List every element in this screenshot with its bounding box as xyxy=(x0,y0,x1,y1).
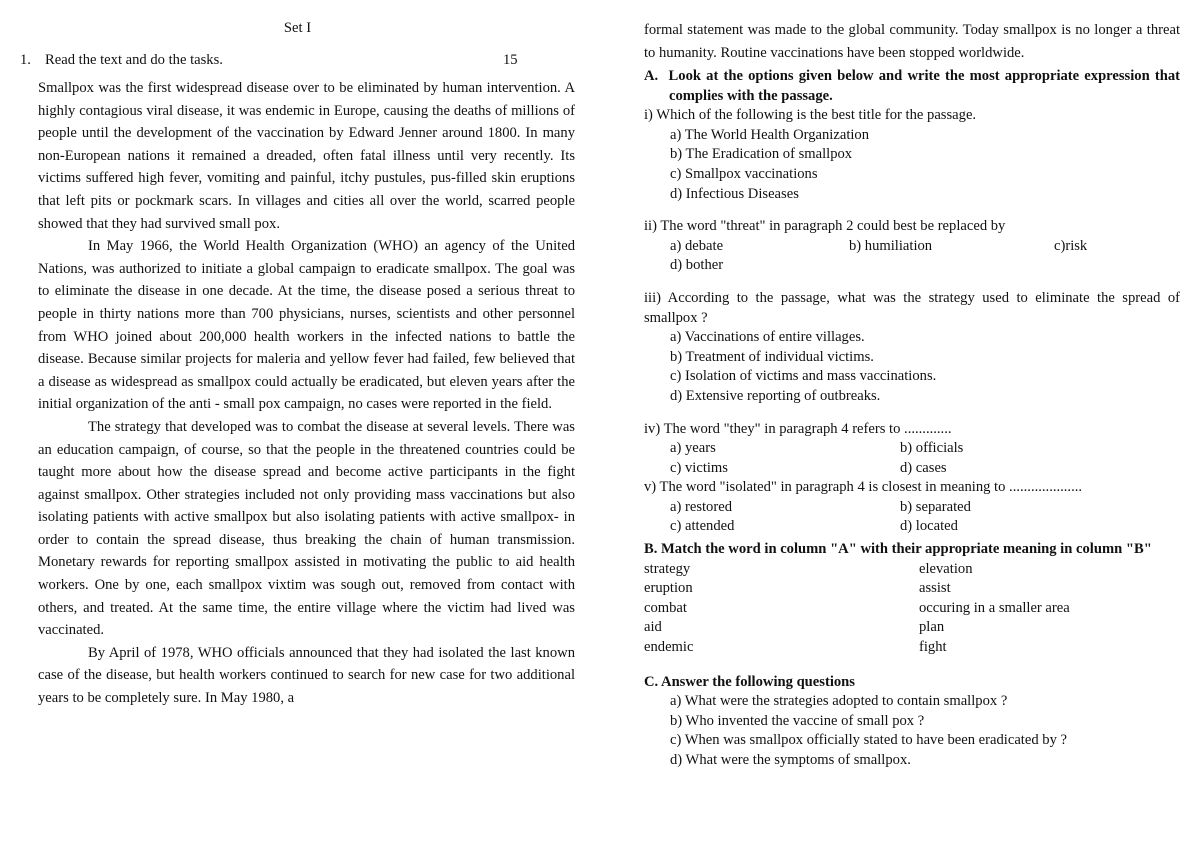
match-word-a: endemic xyxy=(644,638,694,655)
right-column xyxy=(644,0,1180,770)
section-a-letter: A. xyxy=(644,68,659,85)
match-word-a: combat xyxy=(644,599,687,616)
q4-options-row-2 xyxy=(644,459,1180,479)
c-question-b: b) Who invented the vaccine of small pox ? xyxy=(670,712,925,729)
q4-option-b: b) officials xyxy=(900,440,964,457)
q4-option-d: d) cases xyxy=(900,459,947,476)
passage-paragraph-1: Smallpox was the first widespread disease over to be eliminated by human intervention. A highly contagious viral disease, it was endemic in Europe, causing the deaths of millions of people until the development of the vaccination by Edward Jenner around 1800. In many non-European nations it remained a dreaded, often fatal illness until very recently. Its victims suffered high fever, vomiting and painful, itchy pustules, pus-filled skin eruptions that left pits or pockmark scars. In villages and cities all over the world, scarred people showed that they had survived small pox. xyxy=(38,80,575,232)
section-b-heading: B. Match the word in column "A" with their appropriate meaning in column "B" xyxy=(644,541,1152,558)
q5-option-b: b) separated xyxy=(900,498,971,515)
match-word-a: eruption xyxy=(644,580,693,597)
match-row xyxy=(644,560,1180,580)
passage-paragraph-4: By April of 1978, WHO officials announced that they had isolated the last known case of the disease, but health workers continued to search for new case for two additional years to be completely sure. In May 1980, a xyxy=(38,644,575,707)
left-column xyxy=(20,0,575,710)
q5-options-row-2 xyxy=(644,517,1180,537)
c-question-c: c) When was smallpox officially stated to have been eradicated by ? xyxy=(670,732,1067,749)
section-a-heading xyxy=(644,67,1180,106)
set-title: Set I xyxy=(283,20,312,36)
match-meaning-b: assist xyxy=(919,580,951,597)
section-a-instruction: Look at the options given below and write the most appropriate expression that complies with the passage. xyxy=(668,68,1181,104)
q4-options-row-1 xyxy=(644,439,1180,459)
q3-option-a: a) Vaccinations of entire villages. xyxy=(670,329,865,346)
match-meaning-b: elevation xyxy=(919,560,973,577)
q3-option-c: c) Isolation of victims and mass vaccinations. xyxy=(670,368,937,385)
c-question-a: a) What were the strategies adopted to contain smallpox ? xyxy=(670,693,1008,710)
q4-stem: iv) The word "they" in paragraph 4 refers to ............. xyxy=(644,420,952,437)
q5-stem: v) The word "isolated" in paragraph 4 is closest in meaning to .................... xyxy=(644,479,1083,496)
q1-option-c: c) Smallpox vaccinations xyxy=(670,165,818,182)
match-row xyxy=(644,618,1180,638)
q2-option-c: c)risk xyxy=(1054,237,1088,254)
q4-option-a: a) years xyxy=(670,440,716,457)
reading-passage xyxy=(38,77,575,710)
q1-option-d: d) Infectious Diseases xyxy=(670,185,799,202)
section-c-heading: C. Answer the following questions xyxy=(644,673,855,690)
q2-option-d: d) bother xyxy=(670,257,724,274)
match-row xyxy=(644,599,1180,619)
q2-stem: ii) The word "threat" in paragraph 2 could best be replaced by xyxy=(644,218,1006,235)
q2-options-row xyxy=(644,237,1180,257)
question-number: 1. xyxy=(20,52,31,68)
match-row xyxy=(644,638,1180,658)
match-table xyxy=(644,560,1180,658)
q3-option-d: d) Extensive reporting of outbreaks. xyxy=(670,387,881,404)
q5-option-a: a) restored xyxy=(670,498,732,515)
match-word-a: strategy xyxy=(644,560,691,577)
q1-option-a: a) The World Health Organization xyxy=(670,126,870,143)
passage-paragraph-3: The strategy that developed was to combat the disease at several levels. There was an education campaign, of course, so that the people in the threatened countries could be taught more about how the disease spread and become active participants in the fight against smallpox. Other strategies included not only providing mass vaccinations but also isolating patients with active smallpox but also isolating patients with active smallpox- in order to contain the spread disease, thus breaking the chain of human transmission. Monetary rewards for reporting smallpox assisted in motivating the public to aid health workers. One by one, each smallpox vixtim was sough out, removed from contact with others, and treated. At the same time, the entire village where the victim had lived was vaccinated. xyxy=(38,418,575,639)
passage-paragraph-2: In May 1966, the World Health Organization (WHO) an agency of the United Nations, was authorized to initiate a global campaign to eradicate smallpox. The goal was to eliminate the disease in one decade. At the time, the disease posed a serious threat to people in thirty nations more than 700 physicians, nurses, scientists and other personnel from WHO joined about 200,000 health workers in the infected nations to battle the disease. Because similar projects for maleria and yellow fever had failed, few believed that a disease as widespread as smallpox could actually be eradicated, but eleven years after the initial organization of the anti - small pox campaign, no cases were reported in the field. xyxy=(38,238,575,413)
match-meaning-b: fight xyxy=(919,638,947,655)
match-meaning-b: plan xyxy=(919,619,945,636)
q1-option-b: b) The Eradication of smallpox xyxy=(670,146,853,163)
q2-option-a: a) debate xyxy=(670,237,724,254)
question-instruction: Read the text and do the tasks. xyxy=(45,52,223,68)
match-meaning-b: occuring in a smaller area xyxy=(919,599,1070,616)
question-marks: 15 xyxy=(503,52,518,68)
q5-option-c: c) attended xyxy=(670,518,735,535)
match-row xyxy=(644,579,1180,599)
q4-option-c: c) victims xyxy=(670,459,728,476)
q3-option-b: b) Treatment of individual victims. xyxy=(670,348,874,365)
q2-option-b: b) humiliation xyxy=(849,237,933,254)
q3-stem: iii) According to the passage, what was the strategy used to eliminate the spread of smallpox ? xyxy=(644,289,1180,326)
q5-option-d: d) located xyxy=(900,518,958,535)
passage-continuation: formal statement was made to the global community. Today smallpox is no longer a threat to humanity. Routine vaccinations have been stopped worldwide. xyxy=(644,22,1180,61)
c-question-d: d) What were the symptoms of smallpox. xyxy=(670,751,911,768)
question-line xyxy=(20,52,575,74)
q5-options-row-1 xyxy=(644,498,1180,518)
q1-stem: i) Which of the following is the best title for the passage. xyxy=(644,107,977,124)
match-word-a: aid xyxy=(644,619,662,636)
